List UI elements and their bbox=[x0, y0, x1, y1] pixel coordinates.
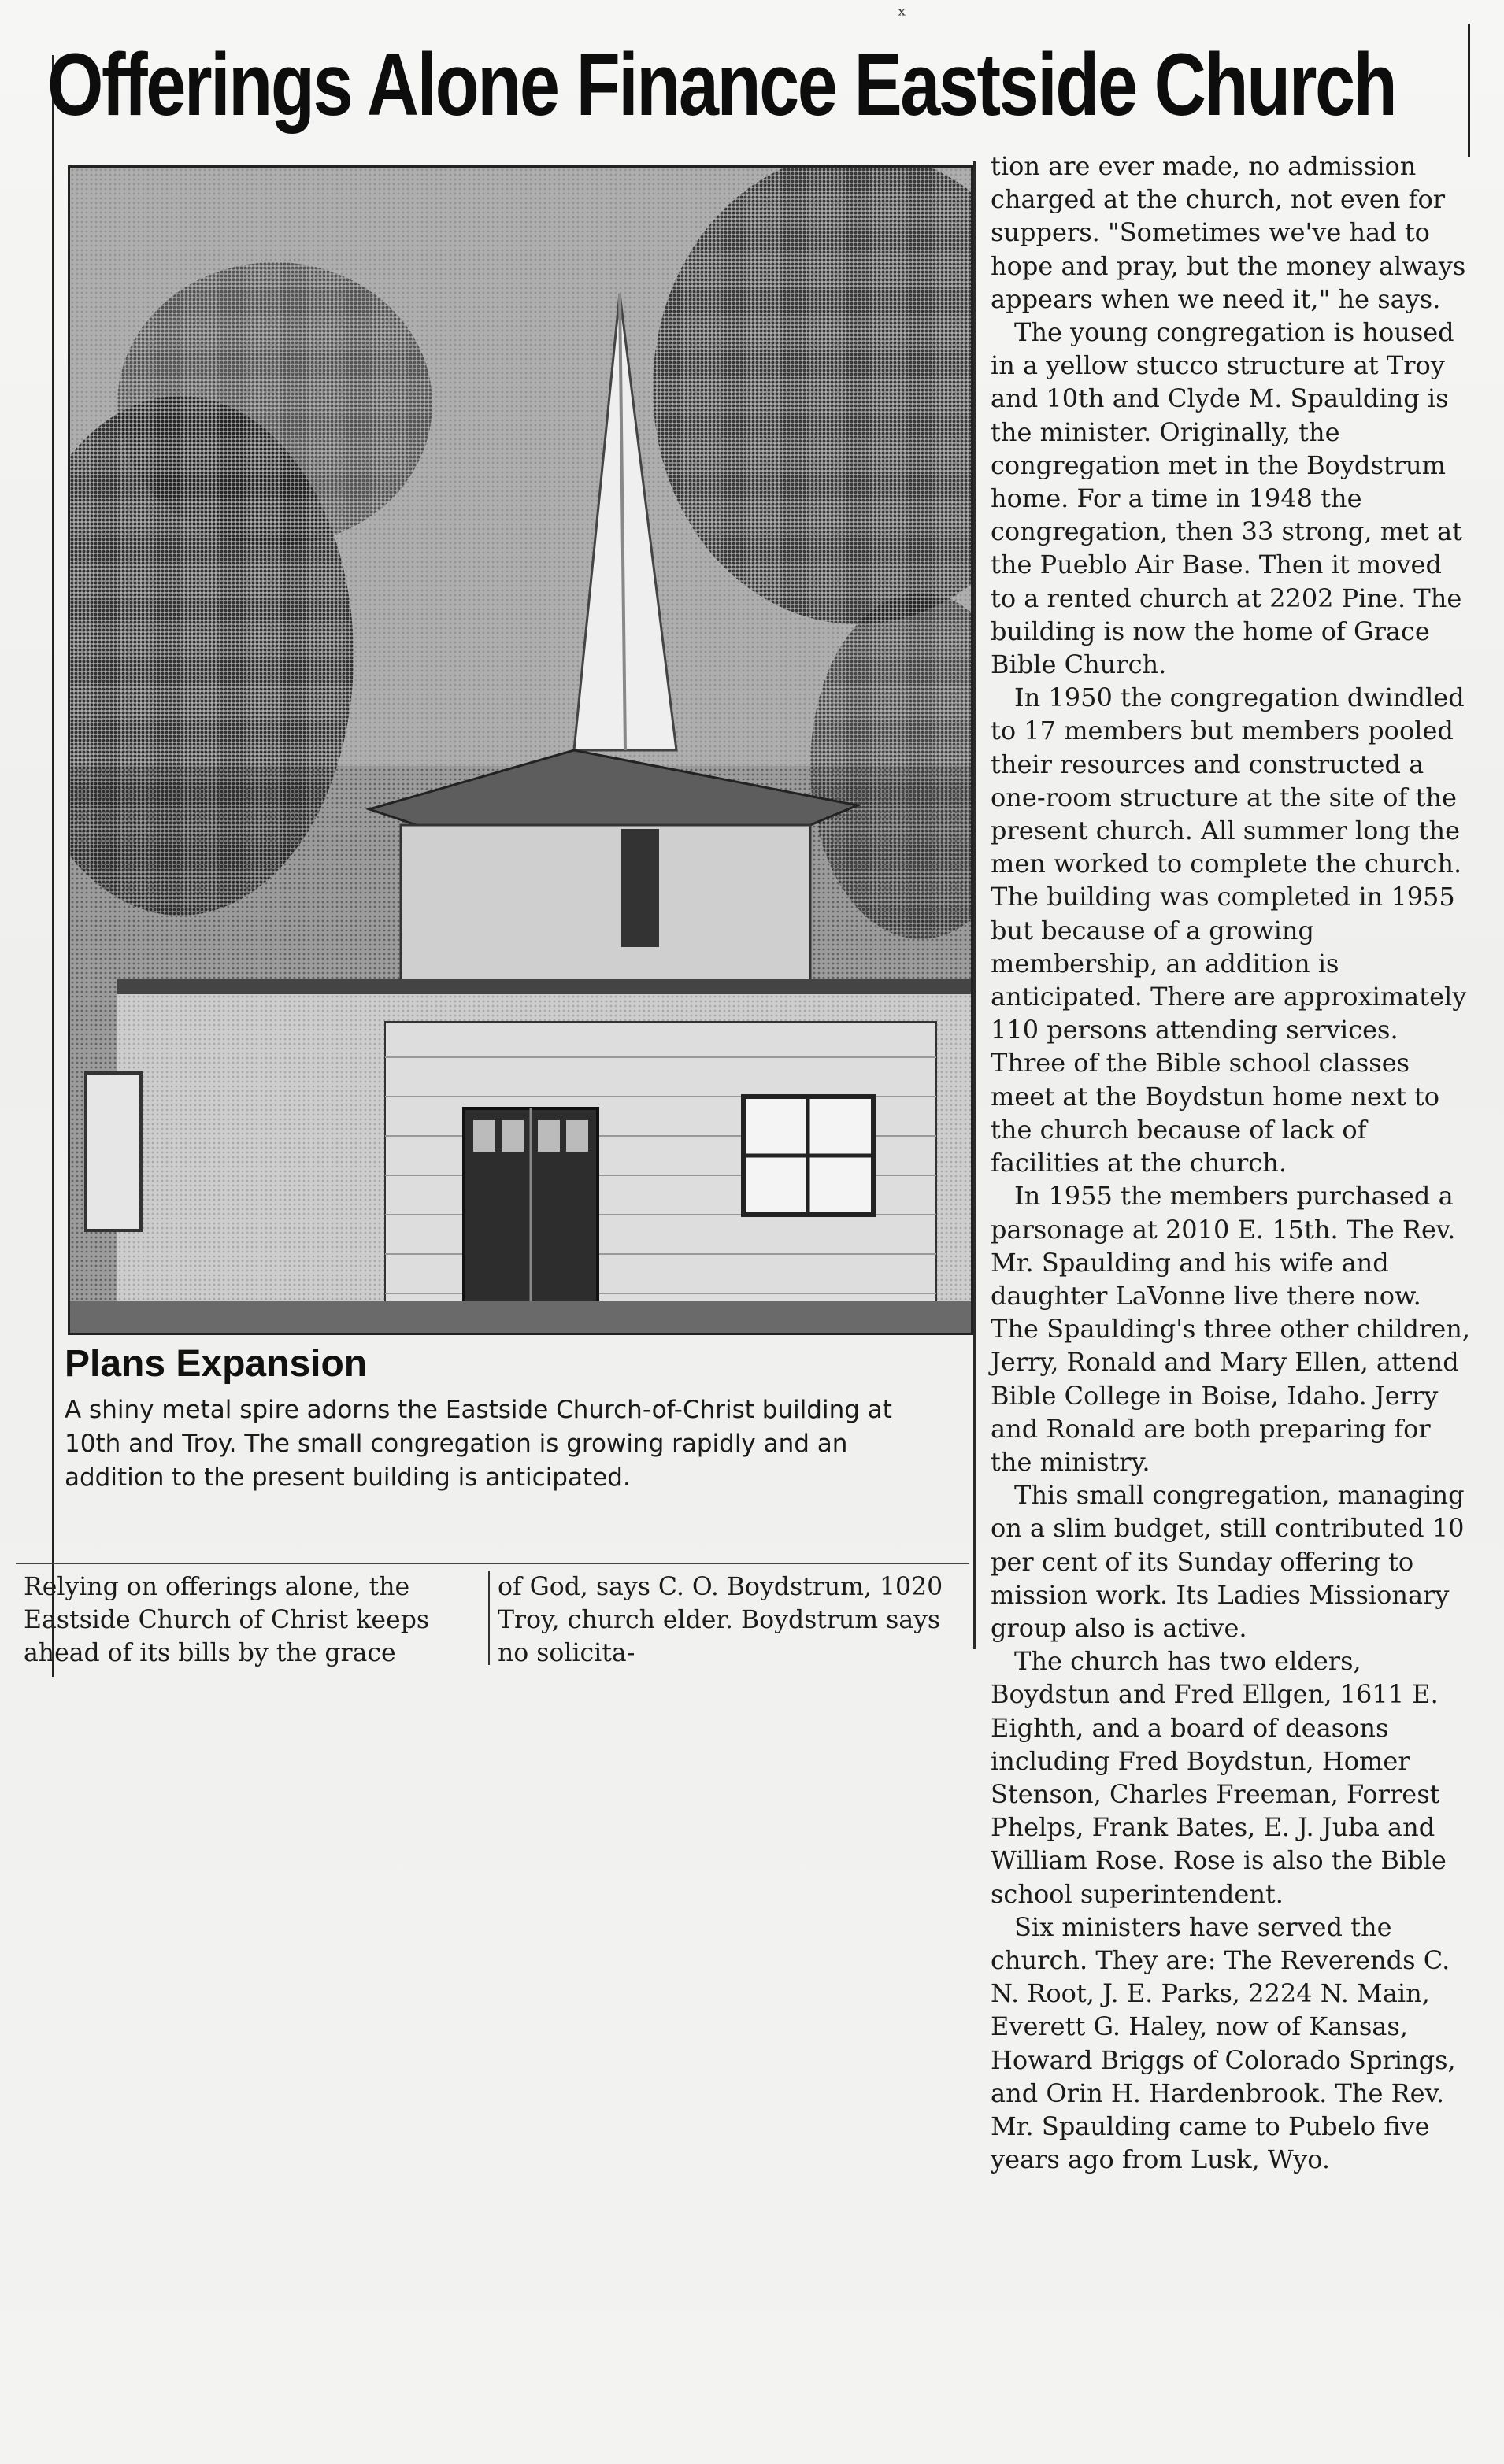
headline: Offerings Alone Finance Eastside Church bbox=[47, 35, 1396, 134]
caption-divider bbox=[16, 1563, 969, 1564]
left-border-rule bbox=[52, 55, 54, 1677]
right-border-rule bbox=[1468, 24, 1470, 157]
article-paragraph: This small congregation, managing on a slim budget, still contributed 10 per cent of its Sunday offering to mission work. Its Ladies Missionary group also is active. bbox=[991, 1480, 1465, 1643]
article-paragraph: In 1950 the congregation dwindled to 17 members but members pooled their resources and constructed a one-room structure at the site of the present church. All summer long the men worked to complete the church. The building was completed in 1955 but because of a growing membership, an addition is anticipated. There are approximately 110 persons attending services. Three of the Bible school classes meet at the Boydstun home next to the church because of lack of facilities at the church. bbox=[991, 683, 1467, 1178]
church-photo bbox=[68, 165, 973, 1335]
article-paragraph: The church has two elders, Boydstun and Fred Ellgen, 1611 E. Eighth, and a board of deasons including Fred Boydstun, Homer Stenson, Charles Freeman, Forrest Phelps, Frank Bates, E. J. Juba and William Rose. Rose is also the Bible school superintendent. bbox=[991, 1646, 1447, 1909]
print-mark: ˣ bbox=[898, 4, 907, 28]
caption-text: A shiny metal spire adorns the Eastside Church-of-Christ building at 10th and Troy. The small congregation is growing rapidly and an addition to the present building is anticipated. bbox=[65, 1396, 892, 1492]
article-paragraph: In 1955 the members purchased a parsonage at 2010 E. 15th. The Rev. Mr. Spaulding and his wife and daughter LaVonne live there now. The Spaulding's three other children, Jerry, Ronald and Mary Ellen, attend Bible College in Boise, Idaho. Jerry and Ronald are both preparing for the ministry. bbox=[991, 1181, 1471, 1477]
article-paragraph: of God, says C. O. Boydstrum, 1020 Troy, church elder. Boydstrum says no solicita- bbox=[498, 1573, 943, 1667]
article-paragraph: The young congregation is housed in a yellow stucco structure at Troy and 10th and Clyde M. Spaulding is the minister. Originally, the congregation met in the Boydstrum home. For a time in 1948 the congregation, then 33 strong, met at the Pueblo Air Base. Then it moved to a rented church at 2202 Pine. The building is now the home of Grace Bible Church. bbox=[991, 317, 1462, 680]
article-column-1 bbox=[24, 1571, 480, 1670]
article-paragraph: tion are ever made, no admission charged at the church, not even for suppers. "Sometimes we've had to hope and pray, but the money always appears when we need it," he says. bbox=[991, 151, 1466, 314]
article-column-3 bbox=[991, 150, 1471, 2176]
article-paragraph: Relying on offerings alone, the Eastside Church of Christ keeps ahead of its bills by the grace bbox=[24, 1573, 430, 1667]
caption-title: Plans Expansion bbox=[65, 1343, 368, 1385]
column-rule bbox=[973, 161, 976, 1649]
column-separator bbox=[488, 1571, 490, 1665]
article-paragraph: Six ministers have served the church. They are: The Reverends C. N. Root, J. E. Parks, 2224 N. Main, Everett G. Haley, now of Kansas, Howard Briggs of Colorado Springs, and Orin H. Hardenbrook. The Rev. Mr. Spaulding came to Pubelo five years ago from Lusk, Wyo. bbox=[991, 1911, 1456, 2175]
article-column-2 bbox=[498, 1571, 967, 1670]
church-building-image bbox=[70, 168, 971, 1333]
